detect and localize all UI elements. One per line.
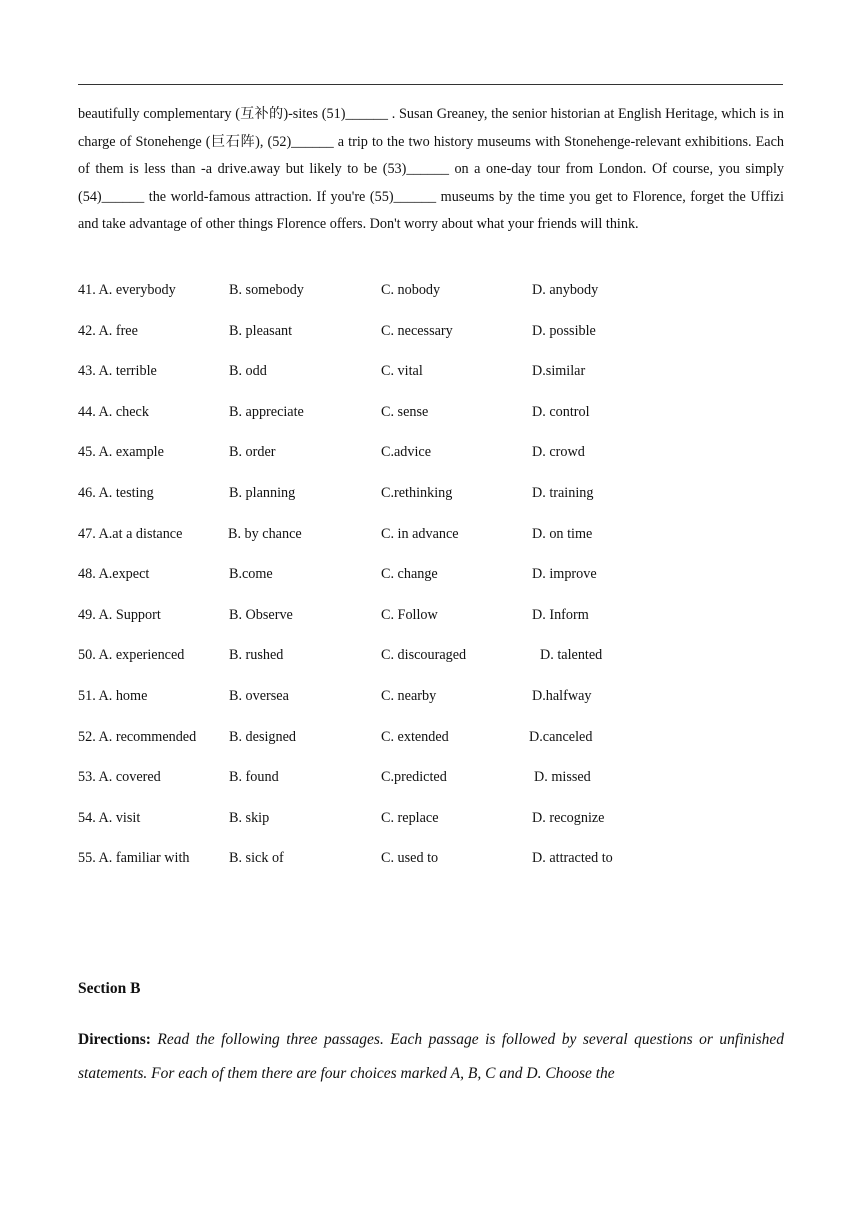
question-number: 50. — [78, 647, 96, 664]
option-c: C.rethinking — [381, 484, 453, 501]
question-row-54 — [78, 806, 798, 847]
option-c: C.predicted — [381, 769, 447, 786]
question-row-55 — [78, 846, 798, 887]
option-c: C. in advance — [381, 525, 459, 542]
question-row-46 — [78, 481, 798, 522]
option-b: B. oversea — [229, 687, 289, 704]
option-d: D. crowd — [532, 444, 585, 461]
option-d: D.canceled — [529, 728, 593, 745]
option-d: D. attracted to — [532, 850, 613, 867]
question-row-48 — [78, 562, 798, 603]
question-number: 54. — [78, 809, 96, 826]
directions-text: Read the following three passages. Each passage is followed by several questions or unfinished statements. For each of them there are four choices marked A, B, C and D. Choose the — [78, 1031, 785, 1082]
option-d: D. training — [532, 484, 594, 501]
option-c: C. Follow — [381, 606, 438, 623]
option-d: D. possible — [532, 322, 596, 339]
question-number: 51. — [78, 687, 96, 704]
question-number: 55. — [78, 850, 96, 867]
option-b: B. planning — [229, 484, 296, 501]
section-title: Section B — [78, 980, 141, 997]
question-row-49 — [78, 603, 798, 644]
option-b: B. designed — [229, 728, 296, 745]
option-c: C. necessary — [381, 322, 453, 339]
option-c: C. vital — [381, 363, 423, 380]
option-a: A. visit — [98, 809, 141, 826]
question-row-43 — [78, 359, 798, 400]
option-a: A. testing — [98, 484, 154, 501]
option-d: D.halfway — [532, 687, 592, 704]
question-row-52 — [78, 725, 798, 766]
option-c: C. sense — [381, 403, 429, 420]
question-number: 43. — [78, 363, 96, 380]
option-d: D. on time — [532, 525, 593, 542]
option-b: B. somebody — [229, 282, 304, 298]
option-b: B. sick of — [229, 850, 284, 867]
option-b: B. by chance — [228, 525, 302, 542]
option-d: D. talented — [540, 647, 603, 664]
option-a: A. recommended — [98, 728, 197, 745]
question-row-53 — [78, 765, 798, 806]
question-row-45 — [78, 440, 798, 481]
question-number: 42. — [78, 322, 96, 339]
directions-label: Directions: — [78, 1031, 151, 1048]
option-a: A.at a distance — [98, 525, 183, 542]
question-number: 46. — [78, 484, 96, 501]
question-number: 53. — [78, 769, 96, 786]
option-b: B. found — [229, 769, 279, 786]
question-row-42 — [78, 319, 798, 360]
option-c: C. extended — [381, 728, 449, 745]
option-c: C. discouraged — [381, 647, 467, 664]
option-b: B. pleasant — [229, 322, 293, 339]
option-c: C. nobody — [381, 282, 441, 298]
option-d: D. control — [532, 403, 590, 420]
option-c: C.advice — [381, 444, 432, 461]
question-number: 47. — [78, 525, 96, 542]
question-row-41 — [78, 278, 798, 319]
question-row-44 — [78, 400, 798, 441]
option-a: A. covered — [98, 769, 161, 786]
option-a: A. home — [98, 687, 148, 704]
option-d: D. anybody — [532, 282, 599, 298]
option-d: D. missed — [534, 769, 591, 786]
question-row-50 — [78, 643, 798, 684]
options-list — [78, 278, 798, 887]
question-number: 44. — [78, 403, 96, 420]
option-c: C. used to — [381, 850, 439, 867]
option-d: D. improve — [532, 566, 597, 583]
option-b: B. odd — [229, 363, 267, 380]
option-d: D.similar — [532, 363, 586, 380]
option-a: A. free — [98, 322, 138, 339]
passage-text: beautifully complementary (互补的)-sites (51)______ . Susan Greaney, the senior historian at English Heritage, which is in charge of Stonehenge (巨石阵), (52)______ a trip to the two history museums with Stonehenge-relevant exhibitions. Each of them is less than -a drive.away but likely to be (53)______ on a one-day tour from London. Of course, you simply (54)______ the world-famous attraction. If you're (55)______ museums by the time you get to Florence, forget the Uffizi and take advantage of other things Florence offers. Don't worry about what your friends will think. — [78, 106, 784, 232]
question-number: 48. — [78, 566, 96, 583]
question-number: 52. — [78, 728, 96, 745]
option-b: B. order — [229, 444, 276, 461]
option-a: A. familiar with — [98, 850, 190, 867]
option-a: A. experienced — [98, 647, 185, 664]
question-number: 41. — [78, 282, 96, 298]
option-b: B.come — [229, 566, 273, 583]
option-a: A. everybody — [98, 282, 176, 298]
option-b: B. appreciate — [229, 403, 304, 420]
option-a: A. Support — [98, 606, 161, 623]
question-number: 49. — [78, 606, 96, 623]
option-b: B. skip — [229, 809, 270, 826]
directions-paragraph — [78, 1023, 784, 1091]
option-d: D. Inform — [532, 606, 589, 623]
option-c: C. change — [381, 566, 438, 583]
option-b: B. Observe — [229, 606, 293, 623]
option-a: A. example — [98, 444, 164, 461]
option-a: A. check — [98, 403, 149, 420]
question-number: 45. — [78, 444, 96, 461]
option-c: C. nearby — [381, 687, 437, 704]
option-d: D. recognize — [532, 809, 605, 826]
option-a: A.expect — [98, 566, 150, 583]
question-row-47 — [78, 522, 798, 563]
option-a: A. terrible — [98, 363, 157, 380]
option-c: C. replace — [381, 809, 439, 826]
question-row-51 — [78, 684, 798, 725]
header-rule — [78, 84, 783, 85]
option-b: B. rushed — [229, 647, 284, 664]
